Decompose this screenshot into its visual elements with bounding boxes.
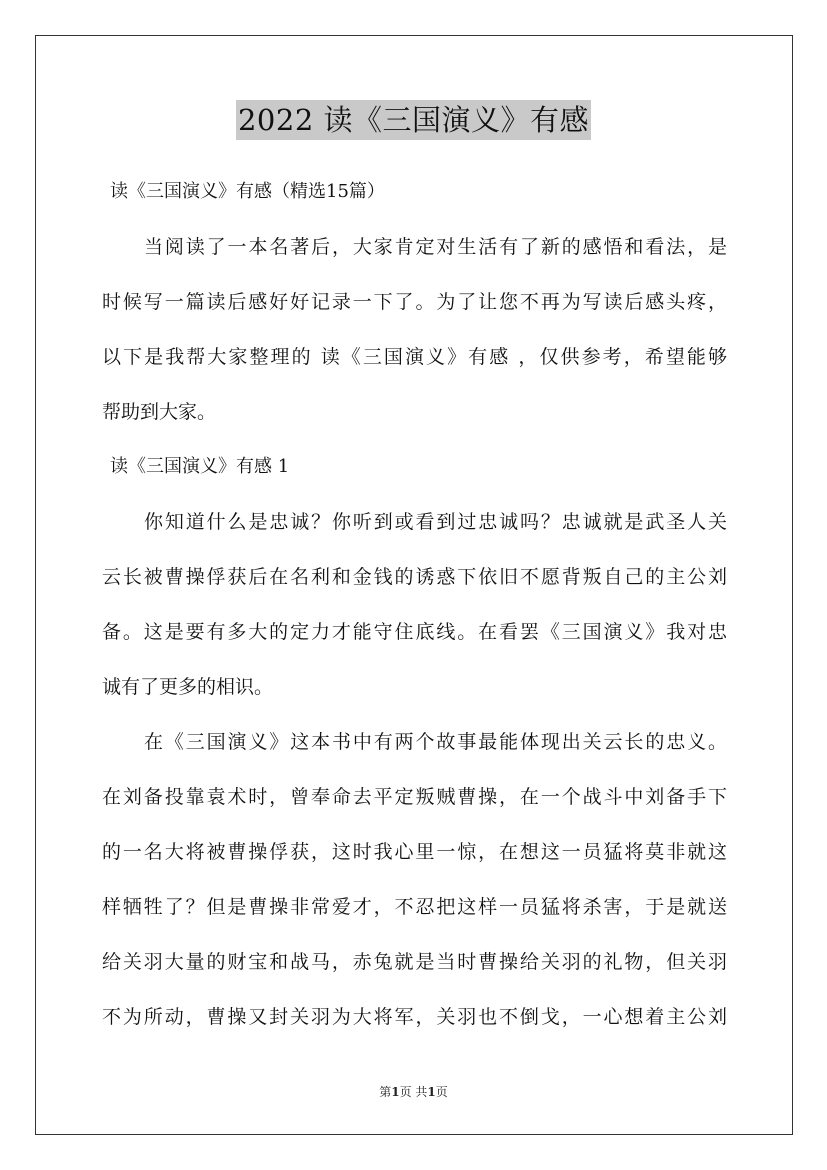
page-total: 1	[427, 1085, 436, 1099]
paragraph-line: 在刘备投靠袁术时，曾奉命去平定叛贼曹操，在一个战斗中刘备手下	[102, 786, 727, 808]
paragraph-line: 诚有了更多的相识。	[102, 676, 274, 698]
title-container	[0, 100, 827, 140]
paragraph-line: 你知道什么是忠诚？你听到或看到过忠诚吗？忠诚就是武圣人关	[144, 511, 727, 533]
paragraph-line: 云长被曹操俘获后在名利和金钱的诱惑下依旧不愿背叛自己的主公刘	[102, 566, 727, 588]
intro-line: 以下是我帮大家整理的 读《三国演义》有感 ，仅供参考，希望能够	[102, 346, 727, 368]
page-number: 1	[391, 1085, 400, 1099]
intro-line: 帮助到大家。	[102, 401, 217, 423]
paragraph-line: 在《三国演义》这本书中有两个故事最能体现出关云长的忠义。	[144, 731, 727, 753]
section-heading: 读《三国演义》有感 1	[110, 456, 290, 477]
page-label-prefix: 第	[379, 1085, 392, 1099]
page-label-mid: 页 共	[399, 1085, 428, 1099]
paragraph-line: 给关羽大量的财宝和战马，赤兔就是当时曹操给关羽的礼物，但关羽	[102, 951, 727, 973]
document-body	[102, 170, 727, 1050]
document-title: 2022 读《三国演义》有感	[236, 100, 591, 140]
document-subtitle: 读《三国演义》有感（精选15篇）	[110, 181, 385, 202]
paragraph-line: 样牺牲了？但是曹操非常爱才，不忍把这样一员猛将杀害，于是就送	[102, 896, 727, 918]
intro-line: 当阅读了一本名著后，大家肯定对生活有了新的感悟和看法，是	[144, 236, 727, 258]
intro-line: 时候写一篇读后感好好记录一下了。为了让您不再为写读后感头疼，	[102, 291, 727, 313]
page-footer	[0, 1083, 827, 1100]
paragraph-line: 备。这是要有多大的定力才能守住底线。在看罢《三国演义》我对忠	[102, 621, 727, 643]
paragraph-line: 的一名大将被曹操俘获，这时我心里一惊，在想这一员猛将莫非就这	[102, 841, 727, 863]
page-label-suffix: 页	[435, 1085, 448, 1099]
paragraph-line: 不为所动，曹操又封关羽为大将军，关羽也不倒戈，一心想着主公刘	[102, 1006, 727, 1028]
